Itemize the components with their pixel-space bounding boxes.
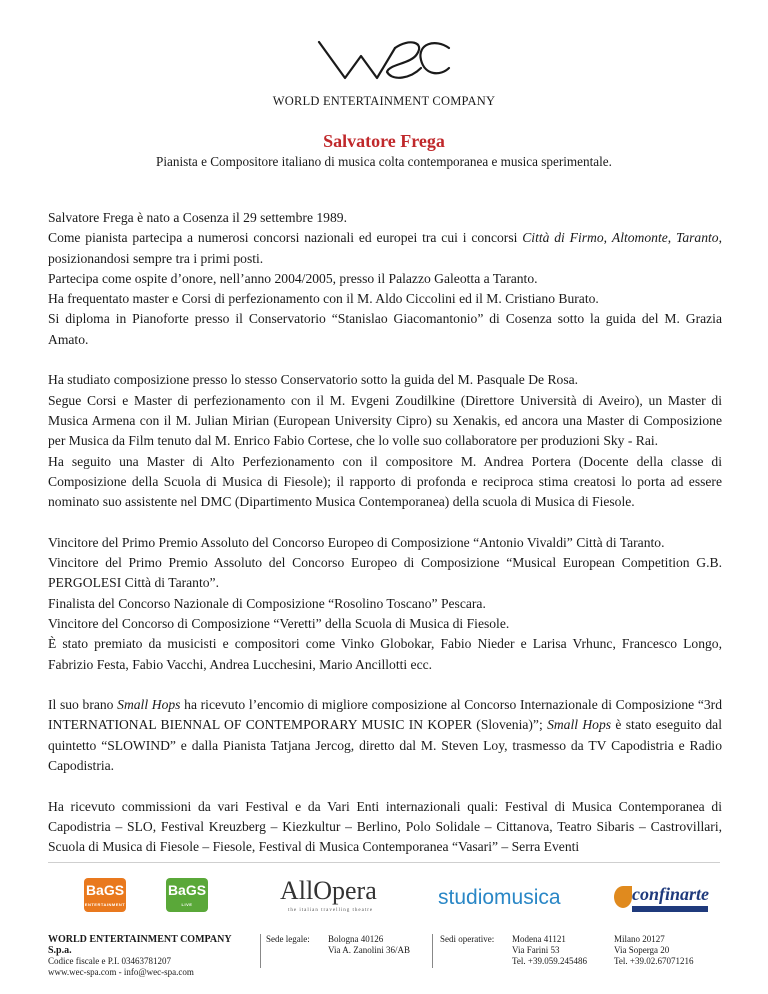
italic-title: Altomonte bbox=[611, 230, 668, 246]
studiomusica-logo: studiomusica bbox=[438, 886, 561, 909]
paragraph bbox=[48, 797, 722, 858]
text-line: Finalista del Concorso Nazionale di Composizione “Rosolino Toscano” Pescara. bbox=[48, 595, 486, 611]
bags-logo-text: BaGS bbox=[85, 882, 125, 898]
footer-ops-street: Via Farini 53 bbox=[512, 945, 560, 955]
footer-separator bbox=[432, 934, 433, 968]
paragraph bbox=[48, 695, 722, 776]
confinarte-bar bbox=[632, 906, 708, 912]
footer-divider bbox=[48, 862, 720, 863]
text-line: Ha studiato composizione presso lo stesso Conservatorio sotto la guida del M. Pasquale De Rosa. bbox=[48, 372, 579, 388]
bags-entertainment-logo bbox=[84, 878, 126, 912]
text-line: Ha frequentato master e Corsi di perfezionamento con il M. Aldo Ciccolini ed il M. Cristiano Burato. bbox=[48, 291, 599, 307]
italic-title: Taranto bbox=[676, 230, 719, 246]
partner-logos bbox=[48, 876, 720, 922]
footer-milan-phone: Tel. +39.02.67071216 bbox=[614, 956, 694, 966]
italic-title: Small Hops bbox=[547, 717, 612, 733]
bags-live-logo bbox=[166, 878, 208, 912]
bags-logo-text: BaGS bbox=[167, 882, 207, 898]
paragraph bbox=[48, 370, 722, 512]
text-line: Vincitore del Primo Premio Assoluto del Concorso Europeo di Composizione “Musical European Competition G.B. PERGOLESI Città di Taranto”. bbox=[48, 555, 722, 591]
text-line: Partecipa come ospite d’onore, nell’anno 2004/2005, presso il Palazzo Galeotta a Taranto. bbox=[48, 270, 538, 286]
confinarte-wordmark: confinarte bbox=[632, 884, 710, 904]
paragraph bbox=[48, 533, 722, 675]
footer-legal-address bbox=[328, 934, 448, 956]
biography-body bbox=[48, 208, 722, 878]
text-line: Ha ricevuto commissioni da vari Festival e da Vari Enti internazionali quali: Festival di Musica Contemporanea di Capodistria – SLO, Festival Kreuzberg – Kiezkultur – Berlino, Polo Solidale – Cittanova, Teatro Sibaris – Castrovillari, Scuola di Musica di Fiesole – Fiesole, Festival di Musica Contemporanea “Vasari” – Serra Eventi bbox=[48, 798, 722, 855]
footer-ops-address bbox=[512, 934, 612, 967]
footer-ops-label: Sedi operative: bbox=[440, 934, 495, 944]
italic-title: Small Hops bbox=[117, 697, 181, 713]
footer-company-block bbox=[48, 934, 254, 978]
page-title: Salvatore Frega bbox=[323, 131, 445, 151]
text-line: Si diploma in Pianoforte presso il Conservatorio “Stanislao Giacomantonio” di Cosenza sotto la guida del M. Grazia Amato. bbox=[48, 311, 722, 347]
text-line: Il suo brano Small Hops ha ricevuto l’encomio di migliore composizione al Concorso Internazionale di Composizione “3rd INTERNATIONAL BIENNAL OF CONTEMPORARY MUSIC IN KOPER (Slovenia)”; Small Hops è stato eseguito dal quintetto “SLOWIND” e dalla Pianista Tatjana Jercog, diretto dal M. Steven Loy, trasmesso da TV Capodistria e Radio Capodistria. bbox=[48, 697, 722, 774]
italic-title: Città di Firmo bbox=[522, 230, 604, 246]
bags-logo-subtext: ENTERTAINMENT bbox=[84, 902, 126, 907]
bags-logo-subtext: LIVE bbox=[181, 902, 193, 907]
footer-legal-city: Bologna 40126 bbox=[328, 934, 384, 944]
confinarte-logo bbox=[610, 882, 710, 912]
text-line: È stato premiato da musicisti e compositori come Vinko Globokar, Fabio Nieder e Larisa Vrhunc, Francesco Longo, Fabrizio Festa, Fabio Vacchi, Andrea Lucchesini, Mario Ancillotti ecc. bbox=[48, 636, 722, 672]
text-line: Vincitore del Concorso di Composizione “Veretti” della Scuola di Musica di Fiesole. bbox=[48, 615, 510, 631]
footer-milan-address bbox=[614, 934, 724, 967]
footer-ops-phone: Tel. +39.059.245486 bbox=[512, 956, 587, 966]
footer bbox=[48, 934, 728, 977]
text-line: Vincitore del Primo Premio Assoluto del Concorso Europeo di Composizione “Antonio Vivaldi” Città di Taranto. bbox=[48, 534, 665, 550]
wec-logo bbox=[0, 34, 768, 84]
allopera-tagline: the italian travelling theatre bbox=[288, 908, 374, 913]
paragraph bbox=[48, 208, 722, 350]
footer-legal-label: Sede legale: bbox=[266, 934, 310, 944]
footer-tax-id: Codice fiscale e P.I. 03463781207 bbox=[48, 956, 171, 966]
footer-web-contact: www.wec-spa.com - info@wec-spa.com bbox=[48, 967, 194, 977]
footer-separator bbox=[260, 934, 261, 968]
footer-ops-city: Modena 41121 bbox=[512, 934, 566, 944]
allopera-logo: AllOpera bbox=[280, 876, 377, 905]
confinarte-mark-icon bbox=[614, 886, 632, 908]
text-line: Segue Corsi e Master di perfezionamento con il M. Evgeni Zoudilkine (Direttore Università di Aveiro), un Master di Musica Armena con il M. Julian Mirian (European University Cipro) su Xenakis, ed ancora una Master di Composizione per Musica da Film tenuto dal M. Enrico Fabio Cortese, che lo volle suo collaboratore per produzioni Sky - Rai. bbox=[48, 392, 722, 449]
text-line: Salvatore Frega è nato a Cosenza il 29 settembre 1989. bbox=[48, 210, 347, 225]
company-name: WORLD ENTERTAINMENT COMPANY bbox=[272, 94, 496, 108]
text-line: Come pianista partecipa a numerosi concorsi nazionali ed europei tra cui i concorsi Città di Firmo, Altomonte, Taranto, posizionandosi sempre tra i primi posti. bbox=[48, 230, 722, 266]
footer-legal-street: Via A. Zanolini 36/AB bbox=[328, 945, 410, 955]
footer-milan-street: Via Soperga 20 bbox=[614, 945, 670, 955]
page-subtitle: Pianista e Compositore italiano di musica colta contemporanea e musica sperimentale. bbox=[156, 154, 612, 169]
footer-company-name: WORLD ENTERTAINMENT COMPANY S.p.a. bbox=[48, 934, 232, 956]
footer-milan-city: Milano 20127 bbox=[614, 934, 665, 944]
wec-logo-icon bbox=[317, 34, 451, 84]
text-line: Ha seguito una Master di Alto Perfezionamento con il compositore M. Andrea Portera (Docente della classe di Composizione della Scuola di Musica di Fiesole); il rapporto di profonda e reciproca stima creatosi lo porta ad essere nominato suo assistente nel DMC (Dipartimento Musica Contemporanea) della scuola di Musica di Fiesole. bbox=[48, 453, 722, 510]
